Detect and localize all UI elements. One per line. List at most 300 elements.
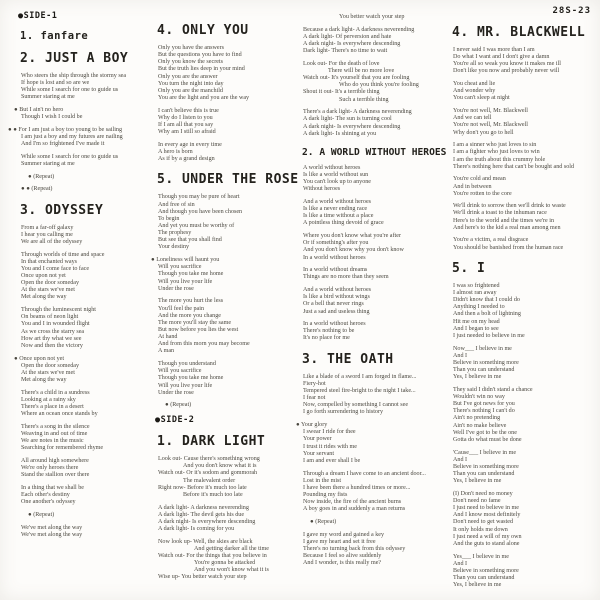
lyric-line: At the stars we've met	[21, 287, 75, 294]
lyric-line: And yet you must be worthy of	[158, 222, 235, 229]
lyric-line: A world without heroes	[303, 164, 361, 171]
lyric-line: At the stars we've met	[21, 369, 75, 376]
lyric-line: Will you live your life	[158, 382, 213, 389]
lyric-line: Is like a time without a place	[303, 213, 374, 220]
lyric-line: Open the door someday	[21, 280, 80, 287]
verse	[149, 257, 299, 293]
lyric-line: And you don't know what it is	[183, 463, 257, 470]
lyric-line: And in between	[453, 183, 492, 190]
lyric-line: And we can tell	[453, 115, 492, 122]
lyric-line: Now look up- Well, the skies are black	[158, 538, 253, 545]
verse	[294, 519, 450, 526]
lyric-line: Under the rose	[158, 285, 194, 292]
lyric-line: Just a sad and useless thing	[303, 308, 370, 315]
lyric-line: Only you are the manchild	[158, 87, 223, 94]
lyric-line: Hit me on my head	[453, 318, 500, 325]
lyric-line: Ain't no pretending	[453, 415, 501, 422]
song-title: 3. ODYSSEY	[20, 202, 104, 218]
lyric-line: Though you take me home	[158, 375, 224, 382]
lyric-line: You're rotten to the core	[453, 190, 512, 197]
verse	[149, 361, 299, 397]
verse	[12, 390, 154, 419]
song-title: 5. UNDER THE ROSE	[157, 172, 299, 188]
lyric-line: Than you can understand	[453, 471, 515, 477]
verse	[149, 298, 299, 355]
lyric-line: Because a dark light- A darkness neverending	[303, 26, 415, 33]
lyric-line: And from this morn you may become	[158, 341, 250, 348]
lyric-line: There's a place in a desert	[21, 403, 84, 410]
lyric-line: Once upon not yet	[21, 272, 66, 279]
lyric-line: We've met along the way	[21, 531, 83, 538]
lyric-line: One another's odyssey	[21, 499, 76, 506]
lyric-line: And the more you change	[158, 312, 221, 319]
lyric-line: While some I search for one to guide us	[21, 153, 119, 160]
verse	[444, 346, 597, 382]
verse	[294, 321, 450, 342]
lyric-line: Though you may be pure of heart	[158, 194, 240, 201]
verse	[12, 186, 154, 193]
lyric-line: Now___ I believe in me	[453, 345, 512, 352]
lyric-line: Watch out- For the things that you believe in	[158, 552, 267, 559]
lyric-line: Only you know the secrets	[158, 59, 223, 66]
lyric-line: Open the door someday	[21, 362, 80, 369]
lyric-line: There's nothing I can't do	[453, 408, 515, 415]
lyric-line: And a world without heroes	[303, 198, 372, 205]
lyric-line: ● (Repeat)	[165, 402, 192, 409]
verse	[444, 554, 597, 590]
lyric-line: Stand the stallion over there	[21, 472, 90, 479]
lyric-line: I go forth surrendering to history	[303, 409, 384, 416]
lyric-line: A hero is born	[158, 149, 193, 156]
lyric-line: A boy goes in and suddenly a man returns	[303, 506, 406, 513]
lyric-line: We are notes in the music	[21, 438, 84, 445]
lyric-line: I gave my heart and set it free	[303, 538, 376, 545]
lyric-line: In a world without heroes	[303, 321, 366, 328]
verse	[12, 424, 154, 453]
lyric-line: On beams of neon light	[21, 314, 79, 321]
lyric-line: Now inside, the fire of the ancient burns	[303, 499, 402, 506]
lyric-line: A dark light- Is shining at you	[303, 130, 377, 137]
lyric-line: If hope is lost and so are we	[21, 80, 90, 87]
lyric-line: How art thy what we see	[21, 335, 82, 342]
lyric-line: You should be banished from the human race	[453, 244, 564, 251]
lyric-line: Dark light- There's no time to wait	[303, 48, 388, 55]
lyric-line: And I began to see	[453, 325, 499, 332]
lyrics-column-4	[444, 16, 597, 595]
lyric-line: Will you sacrifice	[158, 368, 202, 375]
lyric-line: And here's to the kid a real man among men	[453, 224, 561, 231]
lyric-line: You can't look up to anyone	[303, 179, 372, 186]
lyric-line: I swear I ride for thee	[303, 429, 356, 436]
lyric-line: Believe in something more	[453, 567, 519, 574]
lyric-line: I am just a boy and my futures are nailing	[21, 134, 123, 141]
catalog-number: 28S-23	[552, 6, 591, 16]
lyric-line: Though I wish I could be	[21, 114, 83, 121]
verse	[294, 199, 450, 228]
lyric-line: Yes, I believe in me	[453, 478, 502, 485]
lyric-line: I just need a will of my own	[453, 533, 522, 540]
lyric-line: But the truth lies deep in your mind	[158, 66, 245, 73]
lyric-line: Will you live your life	[158, 278, 213, 285]
lyric-line: Is like a world without sun	[303, 172, 369, 178]
verse	[444, 81, 597, 102]
lyric-line: But now before you lies the west	[158, 327, 239, 333]
lyric-line: You'll feel the pain	[158, 305, 205, 312]
lyric-line: It only holds me down	[453, 526, 508, 533]
lyric-line: Look out- For the death of love	[303, 60, 380, 67]
lyric-line: I can't believe this is true	[158, 107, 219, 114]
lyric-line: (I) Don't need no money	[453, 490, 513, 497]
song-title: 1. fanfare	[20, 30, 89, 42]
lyric-line: I fear not	[303, 395, 326, 402]
verse	[149, 142, 299, 163]
lyric-line: Wouldn't win no way	[453, 393, 505, 400]
lyric-line: We've met along the way	[21, 524, 83, 531]
lyric-line: You are the light and you are the way	[158, 95, 250, 102]
lyric-line: ● Loneliness will haunt you	[151, 257, 220, 264]
lyric-line: Through worlds of time and space	[21, 251, 105, 258]
verse	[149, 45, 299, 102]
lyric-line: I gave my word and gained a key	[303, 531, 385, 538]
lyric-line: Here's to the world and the times we're in	[453, 217, 555, 224]
lyric-line: Where you don't know what you're after	[303, 233, 401, 240]
verse	[294, 267, 450, 281]
verse	[294, 109, 450, 138]
lyric-line: At hand	[158, 334, 178, 341]
lyric-line: While some I search for one to guide us	[21, 87, 119, 94]
lyric-line: It's no place for me	[303, 335, 350, 342]
lyric-line: Gotta do what must be done	[453, 436, 522, 443]
lyric-line: Pounding my fists	[303, 491, 348, 498]
lyric-line: Though you understand	[158, 361, 216, 368]
lyric-line: A dark night- Is everywhere descending	[303, 123, 401, 130]
lyric-line: Without heroes	[303, 186, 341, 193]
verse	[294, 287, 450, 316]
lyric-line: Like a blade of a sword I am forged in flame...	[303, 373, 417, 380]
lyric-line: I hear you calling me	[21, 231, 73, 238]
lyric-line: A dark light- The devil gets his due	[158, 511, 245, 518]
lyric-line: A dark night- Is everywhere descending	[303, 40, 401, 47]
lyric-line: Shout it out- It's a terrible thing	[303, 89, 380, 96]
lyric-line: Who do you think you're fooling	[339, 82, 419, 89]
lyric-line: Is like a never ending race	[303, 206, 368, 213]
song-title: 4. ONLY YOU	[157, 23, 249, 38]
lyric-line: ● (Repeat)	[28, 511, 55, 518]
lyric-line: You and I come face to face	[21, 265, 90, 272]
verse	[12, 73, 154, 102]
lyric-line: And I wonder, is this really me?	[303, 560, 382, 567]
verse	[149, 402, 299, 409]
lyric-line: Where an ocean once stands by	[21, 411, 98, 418]
lyric-line: A dark light- Of perversion and hate	[303, 33, 392, 40]
lyric-line: There's no turning back from this odyssey	[303, 545, 406, 552]
verse	[444, 237, 597, 251]
lyric-line: We are all of the odyssey	[21, 238, 83, 245]
lyric-line: 'Cause___ I believe in me	[453, 449, 517, 456]
lyric-line: But the questions you have to find	[158, 52, 242, 59]
verse	[444, 387, 597, 444]
lyric-line: Met along the way	[21, 294, 67, 301]
lyric-line: The prophesy	[158, 230, 192, 237]
lyric-line: I am and ever shall I be	[303, 457, 361, 464]
lyric-line: The more you hurt the less	[158, 298, 224, 305]
verse	[12, 107, 154, 121]
lyric-line: All around high somewhere	[21, 457, 89, 464]
lyric-line: Who steers the ship through the stormy sea	[21, 73, 127, 79]
lyric-line: We're only heroes there	[21, 465, 79, 472]
lyric-line: I just need to believe in me	[453, 505, 519, 512]
lyric-line: Your power	[303, 436, 332, 443]
song-title: 3. THE OATH	[302, 351, 394, 367]
lyric-line: Met along the way	[21, 377, 67, 383]
side-label: ●SIDE-1	[18, 11, 58, 21]
lyric-line: ● (Repeat)	[310, 518, 337, 525]
lyric-line: And then a bolt of lightning	[453, 311, 521, 318]
verse	[444, 491, 597, 548]
lyric-line: Why do I listen to you	[158, 114, 213, 121]
lyric-line: Such a terrible thing	[339, 96, 389, 103]
lyric-line: A man	[158, 348, 175, 355]
song-title: 2. JUST A BOY	[20, 51, 129, 66]
verse	[12, 512, 154, 519]
lyric-line: But I've got news for you	[453, 401, 515, 408]
verse	[444, 47, 597, 76]
lyric-line: Do what I want and I don't give a damn	[453, 54, 550, 61]
song-title: 2. A WORLD WITHOUT HEROES	[302, 146, 447, 158]
verse	[12, 458, 154, 479]
lyric-line: I never said I was more than I am	[453, 47, 535, 53]
lyric-line: Searching for remembered rhyme	[21, 445, 104, 452]
lyric-line: Or if something's after you	[303, 240, 369, 247]
verse	[294, 532, 450, 568]
lyric-line: A dark light- A darkness neverending	[158, 504, 249, 511]
lyric-line: You're cold and mean	[453, 176, 506, 183]
lyric-line: A dark light- The sun is turning cool	[303, 116, 392, 123]
verse	[444, 450, 597, 486]
lyric-line: Now and then the victory	[21, 342, 83, 349]
lyric-line: Will you sacrifice	[158, 264, 202, 271]
lyric-line: You're all so weak you know it makes me ill	[453, 61, 561, 68]
lyric-line: There's a song in the silence	[21, 423, 90, 430]
verse	[294, 374, 450, 417]
lyric-line: Looking at a rainy sky	[21, 396, 76, 403]
song-title: 1. DARK LIGHT	[157, 434, 266, 450]
lyric-line: Believe in something more	[453, 463, 519, 470]
lyric-line: Yes, I believe in me	[453, 582, 502, 589]
lyric-line: Ain't no make believe	[453, 422, 507, 429]
lyric-line: Don't like you now and probably never will	[453, 68, 560, 75]
lyric-line: Yes, I believe in me	[453, 374, 502, 381]
lyric-line: Under the rose	[158, 389, 194, 396]
lyric-line: I am a fighter who just loves to win	[453, 149, 540, 156]
lyric-line: You can't sleep at night	[453, 95, 510, 102]
lyric-line: In every age in every time	[158, 141, 222, 148]
verse	[294, 27, 450, 56]
verse	[12, 307, 154, 350]
lyric-line: You and I in wounded flight	[21, 321, 90, 328]
verse	[149, 456, 299, 499]
lyric-line: And I	[453, 560, 468, 567]
lyric-line: Summer staring at me	[21, 94, 75, 101]
lyric-line: Things are no more than they seem	[303, 274, 389, 281]
lyric-line: Through the luminescent night	[21, 307, 96, 314]
song-title: 5. I	[452, 260, 486, 276]
lyric-line: Tempered steel fire-bright to the night I take...	[303, 387, 416, 394]
lyric-line: Each other's destiny	[21, 492, 70, 499]
lyric-line: And I know most definitely	[453, 512, 521, 519]
lyric-line: As if by a grand design	[158, 156, 215, 163]
verse	[149, 539, 299, 582]
lyric-line: Well I've got to be the one	[453, 429, 517, 436]
lyric-line: In a world without heroes	[303, 254, 366, 261]
lyric-line: From a far-off galaxy	[21, 224, 74, 231]
lyric-line: Before it's much too late	[183, 491, 243, 498]
verse	[12, 154, 154, 168]
lyric-line: I have been there a hundred times or more...	[303, 484, 411, 491]
verse	[12, 525, 154, 539]
lyric-line: There's a child in a sundress	[21, 389, 90, 396]
verse	[444, 283, 597, 340]
lyric-line: We'll drink to sorrow then we'll drink to waste	[453, 203, 566, 210]
lyric-line: We'll drink a toast to the inhuman race	[453, 210, 547, 217]
lyric-line: A dark night- Is everywhere descending	[158, 518, 256, 525]
verse	[12, 356, 154, 385]
song-title: 4. MR. BLACKWELL	[452, 25, 586, 40]
verse	[294, 14, 450, 21]
lyric-line: You're gonna be attacked	[194, 560, 256, 567]
lyric-line: Fiery-hot	[303, 380, 326, 387]
lyric-line: There's a dark light- A darkness neverending	[303, 109, 412, 116]
verse	[294, 165, 450, 194]
lyric-line: If I am all that you say	[158, 122, 214, 129]
lyric-line: Weaving in and out of time	[21, 430, 88, 437]
lyric-line: Wise up- You better watch your step	[158, 574, 247, 581]
lyric-line: Why am I still so afraid	[158, 129, 216, 136]
lyric-line: And you won't know what it is	[194, 567, 269, 574]
lyric-line: And though you have been chosen	[158, 208, 243, 215]
lyric-line: I am the truth about this crummy hole	[453, 156, 546, 163]
lyric-line: Don't need to get wasted	[453, 519, 513, 526]
verse	[294, 471, 450, 514]
lyric-line: Through a dream I have come to an ancient door...	[303, 470, 426, 477]
lyric-line: Than you can understand	[453, 575, 515, 582]
lyric-line: And I	[453, 352, 468, 359]
lyric-line: To begin	[158, 215, 180, 222]
lyric-line: In a thing that we shall be	[21, 484, 84, 491]
verse	[12, 174, 154, 181]
lyric-line: The malevalent order	[183, 477, 236, 484]
lyric-line: You turn the night into day	[158, 80, 224, 87]
lyric-line: You're a victim, a real disgrace	[453, 237, 529, 244]
lyric-line: Your servant	[303, 450, 335, 457]
lyrics-column-3	[294, 14, 450, 573]
lyric-line: As we cross the starry sea	[21, 328, 85, 335]
lyric-line: In a world without dreams	[303, 267, 368, 274]
lyric-line: Believe in something more	[453, 359, 519, 366]
lyric-line: A pointless thing devoid of grace	[303, 220, 384, 227]
lyric-line: I just needed to believe in me	[453, 332, 525, 339]
verse	[149, 505, 299, 534]
lyric-line: There's nothing to be	[303, 328, 355, 335]
lyric-line: Summer staring at me	[21, 161, 75, 168]
lyric-line: Anything I needed to	[453, 304, 505, 311]
lyric-line: ● Your glory	[296, 422, 328, 429]
lyric-line: ● Once upon not yet	[14, 355, 65, 362]
lyric-line: Only you are the answer	[158, 73, 218, 80]
verse	[444, 108, 597, 137]
lyrics-column-1	[8, 8, 154, 544]
verse	[444, 142, 597, 171]
lyric-line: You better watch your step	[339, 14, 405, 20]
lyric-line: And I	[453, 456, 468, 463]
lyric-line: The more you'll stay the same	[158, 319, 232, 326]
lyric-line: Watch out- It's yourself that you are fooling	[303, 75, 410, 82]
verse	[12, 252, 154, 302]
verse	[149, 108, 299, 137]
lyric-line: Than you can understand	[453, 366, 515, 373]
lyric-line: You're not well, Mr. Blackwell	[453, 108, 528, 115]
verse	[294, 233, 450, 262]
lyric-line: Look out- Cause there's something wrong	[158, 456, 260, 463]
lyric-line: There's nothing here that can't be bought and sold	[453, 163, 574, 170]
lyric-line: I almost ran away	[453, 289, 497, 296]
lyric-line: In that enchanted ways	[21, 258, 78, 265]
lyric-line: Or a bell that never rings	[303, 301, 364, 308]
lyric-line: ● (Repeat)	[28, 173, 55, 180]
lyric-line: But see that you shall find	[158, 237, 222, 244]
lyric-line: They said I didn't stand a chance	[453, 386, 533, 393]
verse	[294, 61, 450, 104]
lyric-line: ● ● For I am just a boy too young to be sailing	[8, 126, 122, 133]
lyric-line: Is like a bird without wings	[303, 294, 370, 301]
lyric-line: And you don't know why you don't know	[303, 247, 404, 254]
lyric-line: And a world without heroes	[303, 287, 372, 294]
lyric-line: Yes___ I believe in me	[453, 553, 509, 560]
lyric-line: A dark light- Is coming for you	[158, 525, 235, 532]
lyric-line: You cheat and lie	[453, 81, 496, 88]
lyric-line: ● ● (Repeat)	[21, 186, 53, 193]
lyric-line: You're not well, Mr. Blackwell	[453, 122, 528, 129]
lyric-line: Watch out- Or it's sodom and gommorah	[158, 470, 258, 477]
lyric-line: Don't need no fame	[453, 497, 501, 504]
verse	[149, 194, 299, 251]
verse	[294, 422, 450, 465]
lyric-line: I am a sinner who just loves to sin	[453, 142, 537, 149]
verse	[8, 126, 154, 148]
lyric-line: There will be no more love	[328, 67, 395, 74]
lyric-line: Lost in the mist	[303, 477, 342, 484]
lyric-line: Now, compelled by something I cannot see	[303, 402, 409, 409]
lyrics-column-2	[149, 14, 299, 587]
lyric-line: ● But I ain't no hero	[14, 107, 64, 114]
verse	[444, 203, 597, 232]
verse	[12, 485, 154, 506]
lyric-line: Only you have the answers	[158, 45, 224, 51]
lyric-line: And I'm so frightened I've made it	[21, 141, 105, 148]
lyric-line: Though you take me home	[158, 271, 224, 278]
lyric-line: I trust it rides with me	[303, 443, 357, 450]
lyric-line: And the guts to stand alone	[453, 540, 520, 547]
lyric-line: Right now- Before it's much too late	[158, 484, 247, 491]
side-label: ●SIDE-2	[155, 415, 195, 426]
lyric-line: I was so frightened	[453, 282, 500, 289]
lyric-line: Your destiny	[158, 244, 190, 251]
lyric-line: And getting darker all the time	[194, 545, 269, 552]
lyric-line: And free of sin	[158, 201, 195, 208]
lyric-line: And wonder why	[453, 88, 496, 95]
verse	[444, 176, 597, 197]
lyric-line: Because I feel so alive suddenly	[303, 553, 382, 560]
